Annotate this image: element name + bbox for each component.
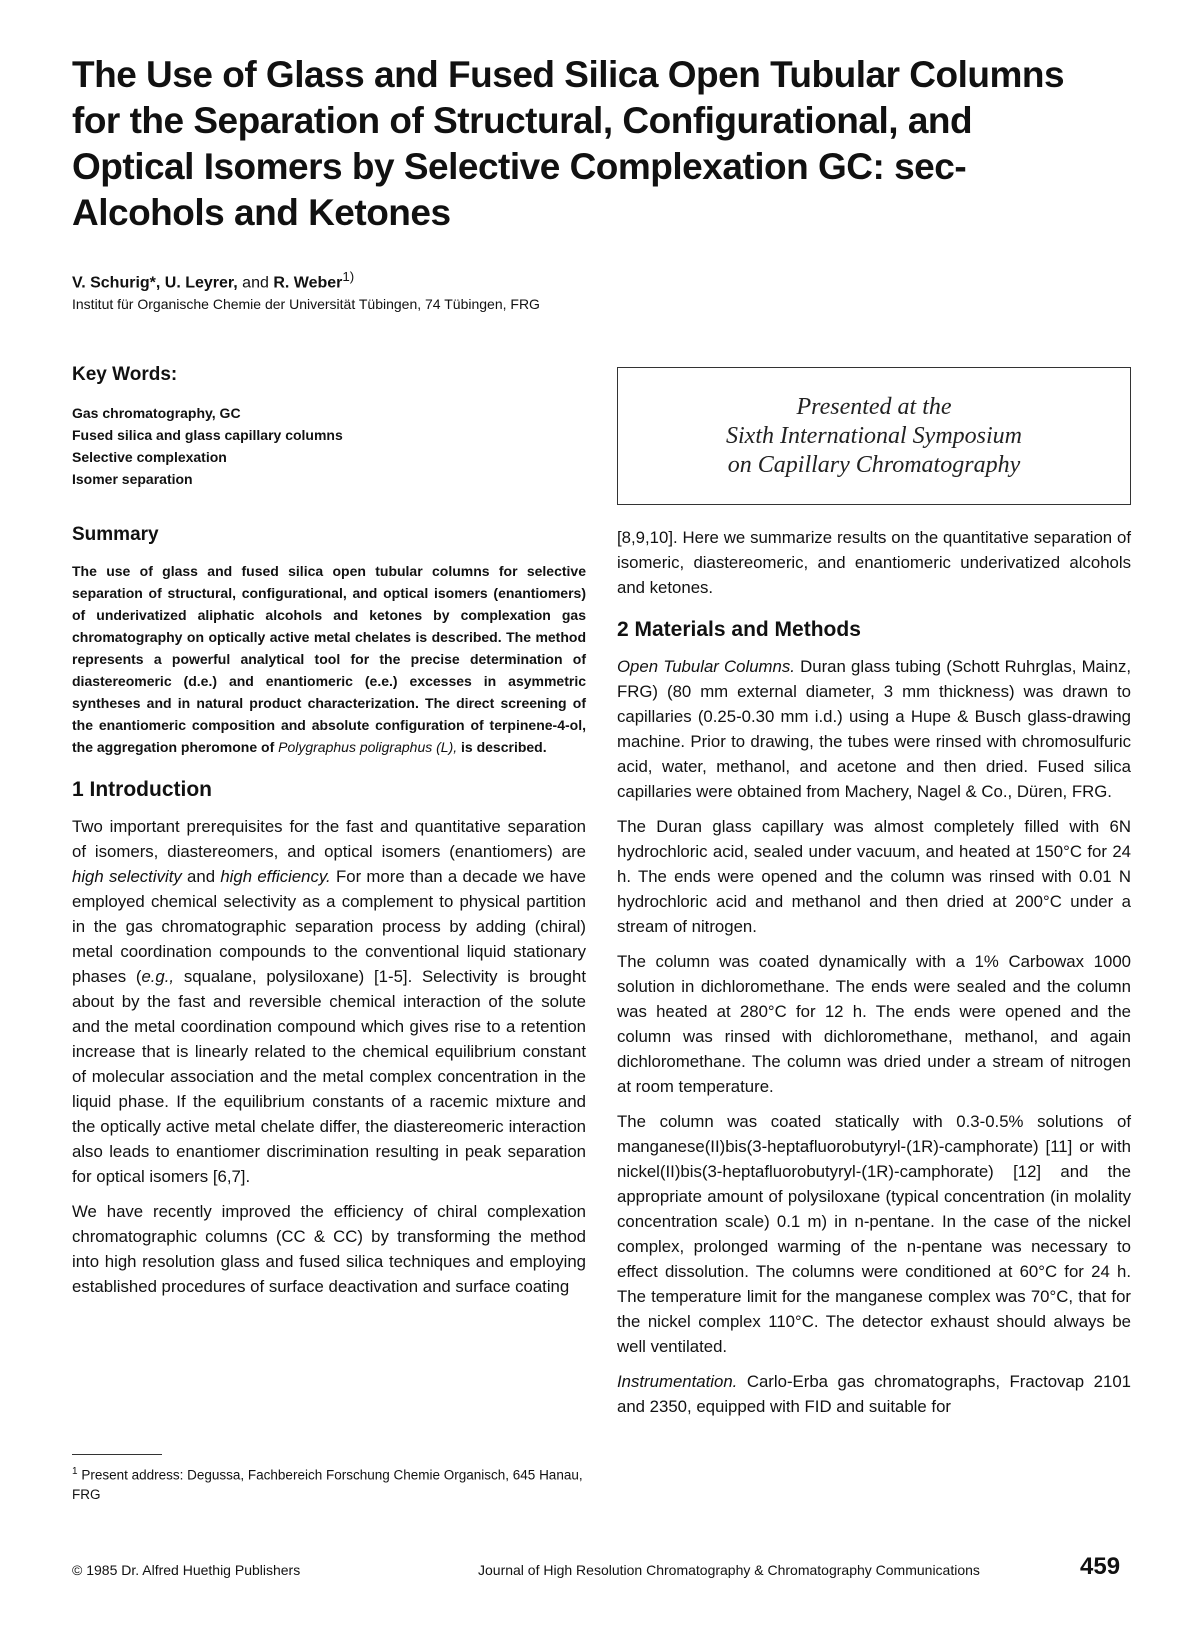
keyword-item: Fused silica and glass capillary columns (72, 427, 343, 443)
summary-species: Polygraphus poligraphus (L), (278, 739, 458, 755)
keywords-list (72, 402, 586, 490)
open-tubular-columns-lead: Open Tubular Columns. (617, 657, 795, 676)
keyword-item: Selective complexation (72, 449, 227, 465)
intro-p1-b: For more than a decade we have employed chemical selectivity as a complement to physical partition in the gas chromatographic separation process by adding (chiral) metal coordination compounds to the conventional liquid stationary phases ( (72, 867, 586, 986)
summary-heading: Summary (72, 524, 159, 545)
author-weber: R. Weber (273, 274, 343, 292)
author-conjunction: and (242, 274, 269, 292)
intro-p1-high-selectivity: high selectivity (72, 867, 182, 886)
author-leyrer: U. Leyrer, (164, 274, 238, 292)
right-column (617, 525, 1131, 1429)
intro-p1-and: and (187, 867, 216, 886)
presented-line-1: Presented at the (796, 393, 952, 420)
intro-paragraph-2: We have recently improved the efficiency of chiral complexation chromatographic columns (CC & CC) by transforming the method into high resolution glass and fused silica techniques and employing established procedures of surface deactivation and surface coating (72, 1202, 586, 1296)
intro-p1-eg: e.g., (141, 967, 175, 986)
methods-p5-body: Carlo-Erba gas chromatographs, Fractovap 2101 and 2350, equipped with FID and suitable for (617, 1372, 1131, 1416)
right-paragraph-0: [8,9,10]. Here we summarize results on the quantitative separation of isomeric, diastereomeric, and enantiomeric underivatized alcohols and ketones. (617, 528, 1131, 597)
keyword-item: Isomer separation (72, 471, 193, 487)
keyword-item: Gas chromatography, GC (72, 405, 241, 421)
intro-p1-a: Two important prerequisites for the fast and quantitative separation of isomers, diastereomers, and optical isomers (enantiomers) are (72, 817, 586, 861)
left-column (72, 364, 586, 1309)
methods-paragraph-1 (617, 654, 1131, 804)
presented-line-3: on Capillary Chromatography (727, 451, 1021, 478)
summary-end: is described. (461, 739, 547, 755)
author-line (72, 269, 354, 292)
presented-box (617, 367, 1131, 505)
keywords-heading: Key Words: (72, 364, 178, 385)
presented-line-2: Sixth International Symposium (726, 422, 1022, 449)
article-title: The Use of Glass and Fused Silica Open Tubular Columns for the Separation of Structural, Configurational, and Optical Isomers by Selective Complexation GC: sec-Alcohols and Ketones (72, 54, 1065, 233)
methods-p1-body: Duran glass tubing (Schott Ruhrglas, Mainz, FRG) (80 mm external diameter, 3 mm thickness) was drawn to capillaries (0.25-0.30 mm i.d.) using a Hupe & Busch glass-drawing machine. Prior to drawing, the tubes were rinsed with chromosulfuric acid, water, methanol, and acetone and then dried. Fused silica capillaries were obtained from Machery, Nagel & Co., Düren, FRG. (617, 657, 1131, 801)
footnote-text: Present address: Degussa, Fachbereich Forschung Chemie Organisch, 645 Hanau, FRG (72, 1467, 583, 1502)
affiliation: Institut für Organische Chemie der Universität Tübingen, 74 Tübingen, FRG (72, 296, 540, 312)
footer-journal: Journal of High Resolution Chromatography & Chromatography Communications (478, 1562, 980, 1578)
summary-text (72, 560, 586, 758)
methods-heading: 2 Materials and Methods (617, 618, 861, 641)
summary-body: The use of glass and fused silica open tubular columns for selective separation of structural, configurational, and optical isomers (enantiomers) of underivatized aliphatic alcohols and ketones by complexation gas chromatography on optically active metal chelates is described. The method represents a powerful analytical tool for the precise determination of diastereomeric (d.e.) and enantiomeric (e.e.) excesses in asymmetric syntheses and in natural product characterization. The direct screening of the enantiomeric composition and absolute configuration of terpinene-4-ol, the aggregation pheromone of (72, 563, 586, 755)
methods-paragraph-2: The Duran glass capillary was almost completely filled with 6N hydrochloric acid, sealed under vacuum, and heated at 150°C for 24 h. The ends were opened and the column was rinsed with 0.01 N hydrochloric acid and methanol and then dried at 200°C under a stream of nitrogen. (617, 817, 1131, 936)
author-footnote-mark: 1) (342, 269, 355, 284)
author-schurig: V. Schurig*, (72, 274, 161, 292)
page-number: 459 (1080, 1553, 1121, 1580)
instrumentation-lead: Instrumentation. (617, 1372, 738, 1391)
footnote-rule (72, 1454, 162, 1455)
methods-paragraph-4: The column was coated statically with 0.3-0.5% solutions of manganese(II)bis(3-heptafluorobutyryl-(1R)-camphorate) [11] or with nickel(II)bis(3-heptafluorobutyryl-(1R)-camphorate) [12] and the appropriate amount of polysiloxane (typical concentration (in molality concentration scale) 0.1 m) in n-pentane. In the case of the nickel complex, prolonged warming of the n-pentane was necessary to effect dissolution. The columns were conditioned at 60°C for 24 h. The temperature limit for the manganese complex was 70°C, that for the nickel complex 110°C. The detector exhaust should always be well ventilated. (617, 1112, 1131, 1356)
intro-heading: 1 Introduction (72, 778, 212, 801)
footnote (72, 1462, 586, 1504)
intro-p1-high-efficiency: high efficiency. (220, 867, 331, 886)
methods-paragraph-3: The column was coated dynamically with a 1% Carbowax 1000 solution in dichloromethane. The ends were sealed and the column was heated at 280°C for 12 h. The ends were opened and the column was rinsed with dichloromethane, methanol, and again dichloromethane. The column was dried under a stream of nitrogen at room temperature. (617, 952, 1131, 1096)
methods-paragraph-5 (617, 1369, 1131, 1419)
intro-paragraph-1 (72, 814, 586, 1189)
footer-copyright: © 1985 Dr. Alfred Huethig Publishers (72, 1562, 301, 1578)
footnote-mark: 1 (72, 1466, 78, 1477)
intro-p1-c: squalane, polysiloxane) [1-5]. Selectivity is brought about by the fast and reversible chemical interaction of the solute and the metal coordination compound which gives rise to a retention increase that is linearly related to the chemical equilibrium constant of molecular association and the metal complex concentration in the liquid phase. If the equilibrium constants of a racemic mixture and the optically active metal chelate differ, the diastereomeric interaction also leads to enantiomer discrimination resulting in peak separation for optical isomers [6,7]. (72, 967, 586, 1186)
